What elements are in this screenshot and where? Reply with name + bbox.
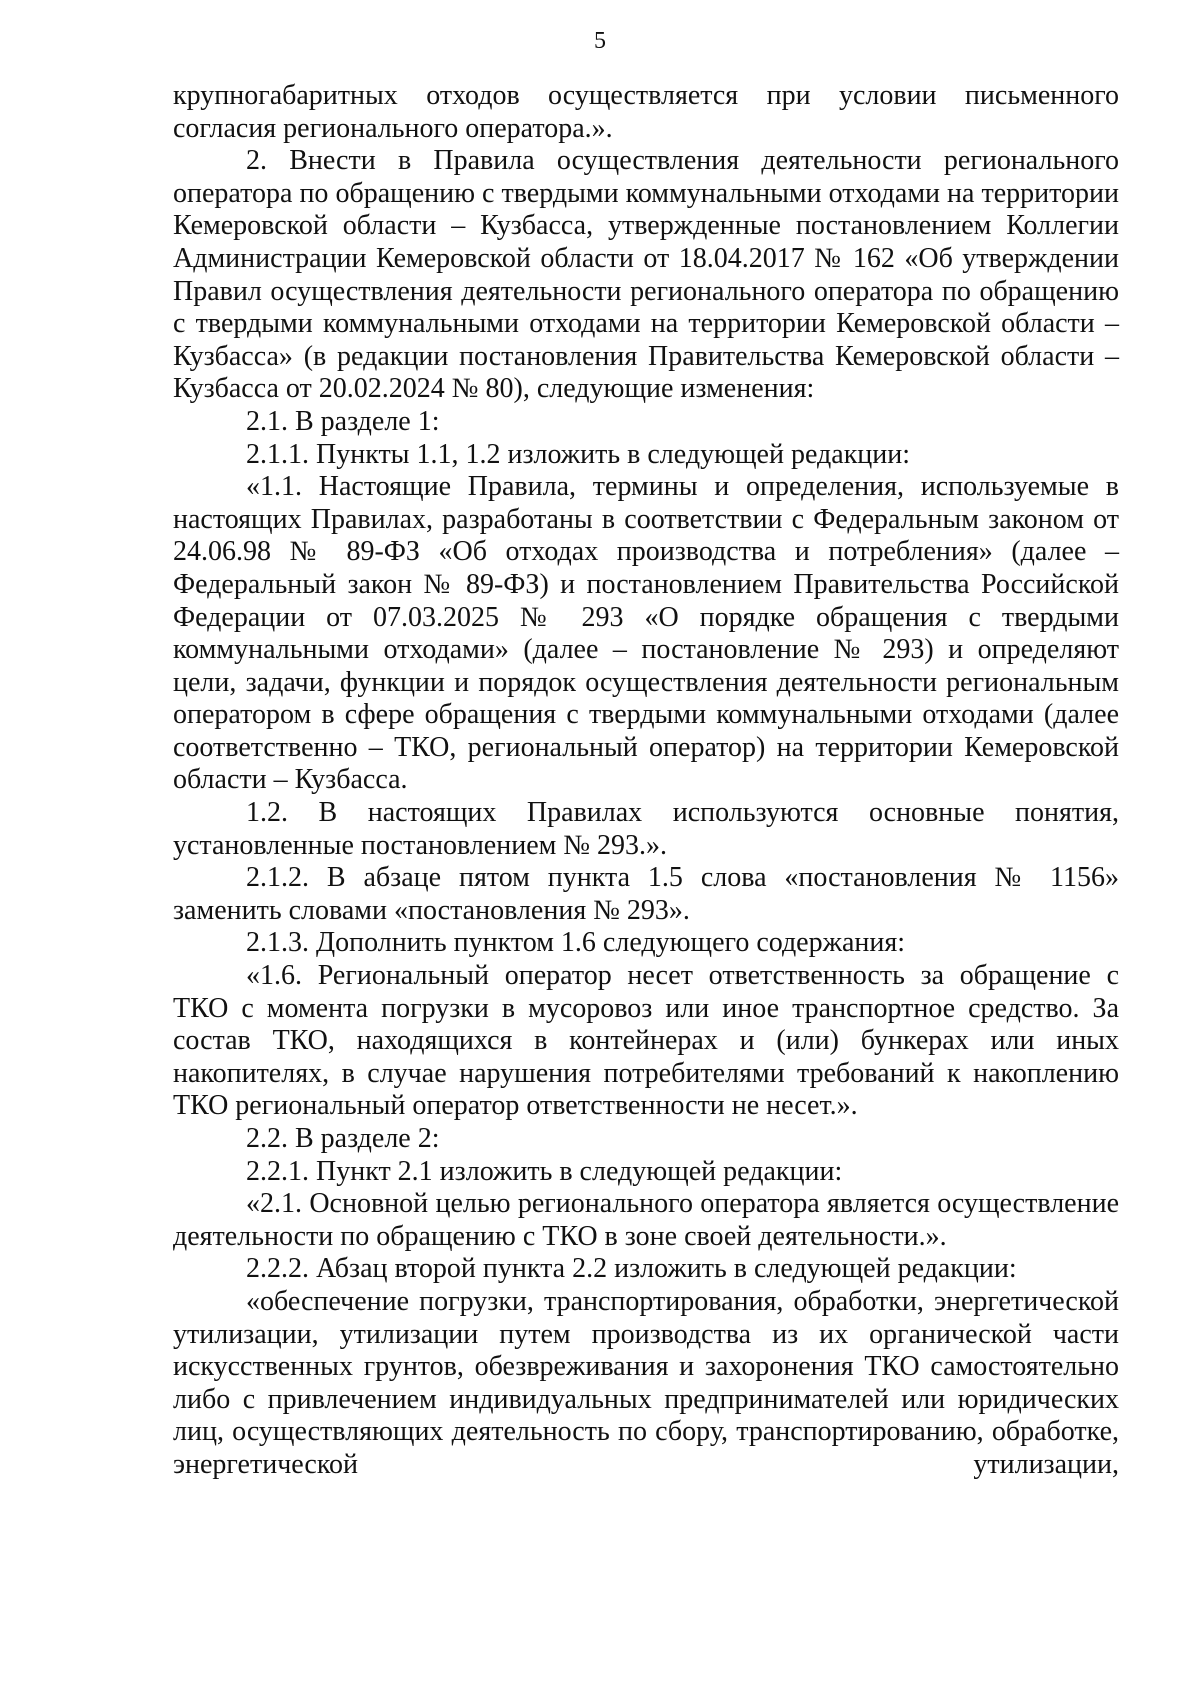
paragraph-item-2-1-2: 2.1.2. В абзаце пятом пункта 1.5 слова «постановления № 1156» заменить словами «постановления № 293». bbox=[173, 862, 1119, 926]
document-body bbox=[173, 80, 1119, 1482]
paragraph-item-2: 2. Внести в Правила осуществления деятельности регионального оператора по обращению с твердыми коммунальными отходами на территории Кемеровской области – Кузбасса, утвержденные постановлением Коллегии Администрации Кемеровской области от 18.04.2017 № 162 «Об утверждении Правил осуществления деятельности регионального оператора по обращению с твердыми коммунальными отходами на территории Кемеровской области – Кузбасса» (в редакции постановления Правительства Кемеровской области – Кузбасса от 20.02.2024 № 80), следующие изменения: bbox=[173, 145, 1119, 405]
paragraph-item-2-2-2: 2.2.2. Абзац второй пункта 2.2 изложить в следующей редакции: bbox=[246, 1253, 1017, 1285]
paragraph-item-2-2-1: 2.2.1. Пункт 2.1 изложить в следующей редакции: bbox=[246, 1155, 843, 1187]
paragraph-item-2-1-1: 2.1.1. Пункты 1.1, 1.2 изложить в следующей редакции: bbox=[246, 438, 911, 470]
page-number: 5 bbox=[594, 28, 606, 54]
paragraph-item-2-1-3: 2.1.3. Дополнить пунктом 1.6 следующего содержания: bbox=[246, 927, 906, 959]
paragraph-item-2-1: 2.1. В разделе 1: bbox=[246, 405, 440, 437]
paragraph-quote-1-1: «1.1. Настоящие Правила, термины и определения, используемые в настоящих Правилах, разработаны в соответствии с Федеральным законом от 24.06.98 № 89-ФЗ «Об отходах производства и потребления» (далее – Федеральный закон № 89-ФЗ) и постановлением Правительства Российской Федерации от 07.03.2025 № 293 «О порядке обращения с твердыми коммунальными отходами» (далее – постановление № 293) и определяют цели, задачи, функции и порядок осуществления деятельности региональным оператором в сфере обращения с твердыми коммунальными отходами (далее соответственно – ТКО, региональный оператор) на территории Кемеровской области – Кузбасса. bbox=[173, 471, 1119, 796]
paragraph-quote-paragraph-two: «обеспечение погрузки, транспортирования, обработки, энергетической утилизации, утилизации путем производства из их органической части искусственных грунтов, обезвреживания и захоронения ТКО самостоятельно либо с привлечением индивидуальных предпринимателей или юридических лиц, осуществляющих деятельность по сбору, транспортированию, обработке, энергетической утилизации, bbox=[173, 1285, 1119, 1480]
paragraph-item-2-2: 2.2. В разделе 2: bbox=[246, 1123, 440, 1154]
paragraph-quote-1-6: «1.6. Региональный оператор несет ответственность за обращение с ТКО с момента погрузки в мусоровоз или иное транспортное средство. За состав ТКО, находящихся в контейнерах и (или) бункерах или иных накопителях, в случае нарушения потребителями требований к накоплению ТКО региональный оператор ответственности не несет.». bbox=[173, 960, 1119, 1122]
paragraph-continuation: крупногабаритных отходов осуществляется при условии письменного согласия регионального оператора.». bbox=[173, 80, 1119, 144]
paragraph-quote-2-1: «2.1. Основной целью регионального оператора является осуществление деятельности по обращению с ТКО в зоне своей деятельности.». bbox=[173, 1188, 1119, 1252]
paragraph-quote-1-2: 1.2. В настоящих Правилах используются основные понятия, установленные постановлением № 293.». bbox=[173, 797, 1119, 861]
